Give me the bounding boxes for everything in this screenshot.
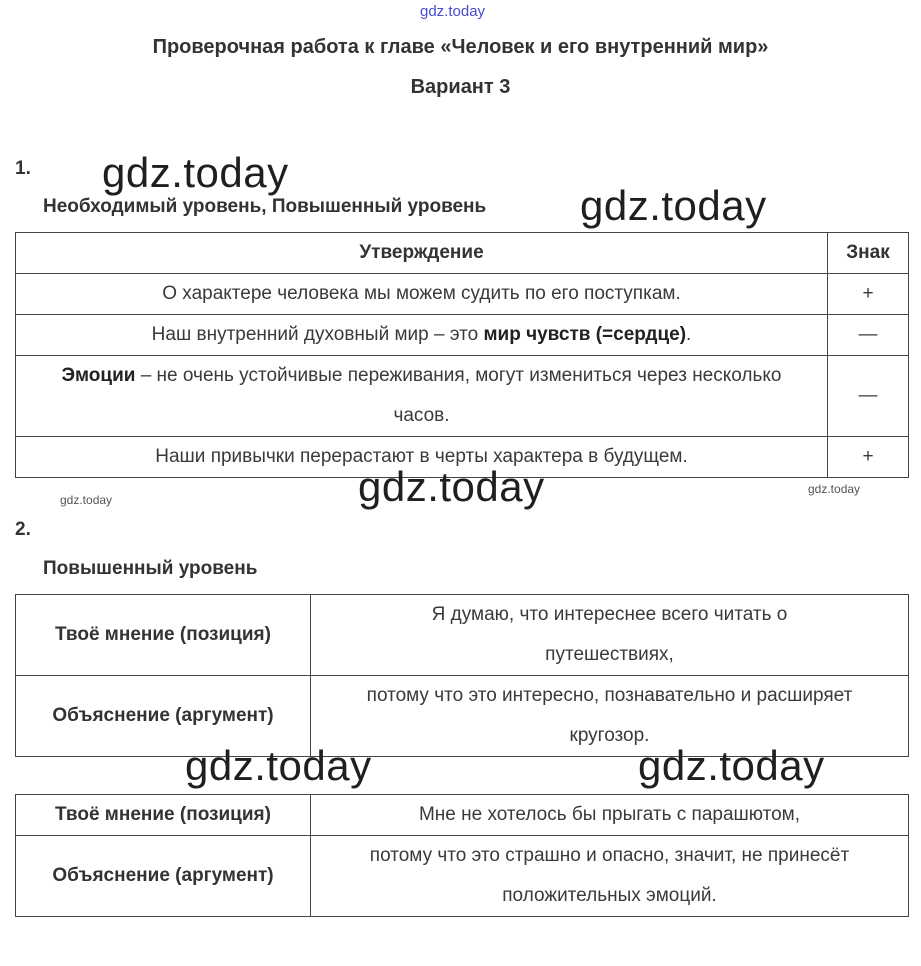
sign-cell: +: [828, 274, 909, 315]
watermark: gdz.today: [638, 742, 825, 789]
opinion-label: Твоё мнение (позиция): [16, 795, 311, 836]
table-row: [16, 836, 909, 917]
task1-level: Необходимый уровень, Повышенный уровень: [43, 196, 487, 217]
watermark: gdz.today: [185, 742, 372, 789]
sign-cell: —: [828, 315, 909, 356]
watermark-small: gdz.today: [60, 493, 113, 507]
watermark: gdz.today: [102, 149, 289, 196]
page-title: Проверочная работа к главе «Человек и его внутренний мир»: [152, 36, 769, 58]
argument-label: Объяснение (аргумент): [16, 676, 311, 757]
statement-text: Наш внутренний духовный мир – это: [151, 324, 484, 345]
statement-text: .: [686, 324, 692, 345]
statement-text: – не очень устойчивые переживания, могут измениться через несколько часов.: [135, 365, 782, 426]
opinion-cell: Я думаю, что интереснее всего читать о путешествиях,: [311, 595, 909, 676]
opinion-table-2: [15, 794, 909, 917]
argument-label: Объяснение (аргумент): [16, 836, 311, 917]
statement-cell: [16, 315, 828, 356]
watermark: gdz.today: [580, 182, 767, 229]
watermark-top: gdz.today: [420, 3, 486, 20]
statement-bold: Эмоции: [61, 365, 136, 386]
argument-cell: потому что это интересно, познавательно и расширяет кругозор.: [311, 676, 909, 757]
opinion-cell: Мне не хотелось бы прыгать с парашютом,: [311, 795, 909, 836]
variant-label: Вариант 3: [410, 76, 511, 98]
statement-cell: О характере человека мы можем судить по его поступкам.: [16, 274, 828, 315]
argument-cell: потому что это страшно и опасно, значит, не принесёт положительных эмоций.: [311, 836, 909, 917]
col-sign-header: Знак: [828, 233, 909, 274]
table-row: [16, 356, 909, 437]
task2-number: 2.: [15, 519, 31, 540]
sign-cell: +: [828, 437, 909, 478]
watermark: gdz.today: [358, 463, 545, 510]
table-row: [16, 315, 909, 356]
task2-level: Повышенный уровень: [43, 558, 258, 579]
opinion-table-1: [15, 594, 909, 757]
table-row: [16, 795, 909, 836]
watermark-small: gdz.today: [808, 482, 861, 496]
task1-number: 1.: [15, 158, 31, 179]
statements-table: [15, 232, 909, 478]
statement-cell: Наши привычки перерастают в черты характера в будущем.: [16, 437, 828, 478]
table-row: [16, 274, 909, 315]
statement-bold: мир чувств (=сердце): [483, 324, 687, 345]
sign-cell: —: [828, 356, 909, 437]
col-statement-header: Утверждение: [16, 233, 828, 274]
table-row: [16, 595, 909, 676]
opinion-label: Твоё мнение (позиция): [16, 595, 311, 676]
statement-cell: [16, 356, 828, 437]
table-header-row: [16, 233, 909, 274]
